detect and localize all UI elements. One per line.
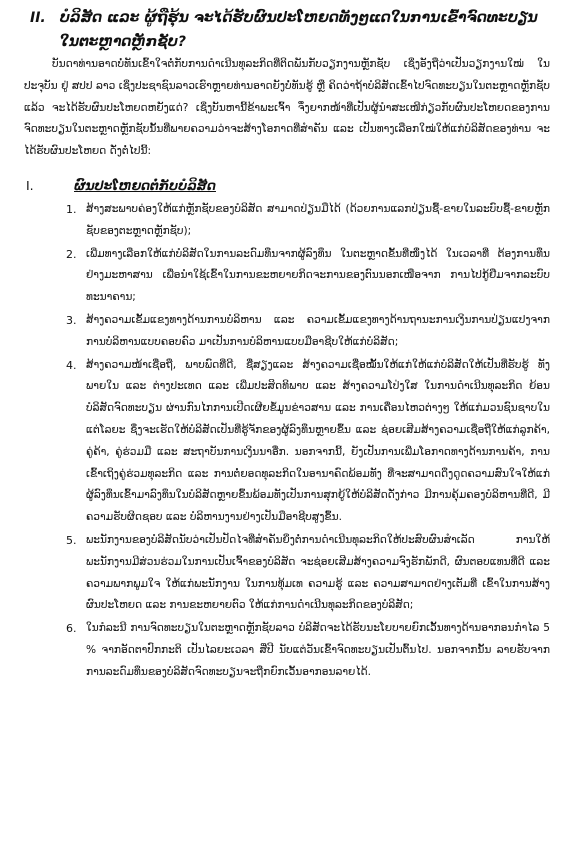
section-heading [24, 175, 550, 197]
section-title: ຜົນປະໂຫຍດຕໍ່ກັບບໍລິສັດ [74, 177, 216, 193]
list-item-number: 1. [66, 202, 77, 216]
list-item [24, 244, 550, 309]
list-item-text: ສ້າງຄວາມໜ້າເຊື່ອຖື, ພາບພົດທີ່ດີ, ຊື່ສຽງແລະ ສ້າງຄວາມເຊື່ອໝັ້ນໃຫ້ແກ່ໃຫ້ແກ່ບໍລິສັດໃຫ້ເປັນທີ່ຮັບຮູ້ ທັງພາຍໃນ ແລະ ຕ່າງປະເທດ ແລະ ເພີ່ມປະສິດທິພາບ ແລະ ສ້າງຄວາມໂປ່ງໃສ ໃນການດຳເນີນທຸລະກິດ ຍ້ອນບໍລິສັດຈົດທະບຽນ ຜ່ານກົນໄກການເປີດເຜີຍຂໍ້ມູນຂ່າວສານ ແລະ ການເຄື່ອນໄຫວຕ່າງໆ ໃຫ້ແກ່ມວນຊົນຊາບໃນແຕ່ໂລຍະ ຊຶ່ງຈະເຮັດໃຫ້ບໍລິສັດເປັນທີ່ຮູ້ຈັກຂອງຜູ້ລົງທຶນຫຼາຍຂຶ້ນ ແລະ ຊ່ອຍເສີມສ້າງຄວາມເຊື່ອຖືໃຫ້ແກ່ລູກຄ້າ, ຄູ່ຄ້າ, ຄູ່ຮ່ວມມື ແລະ ສະຖາບັນການເງິນນາອື່ກ. ນອກຈາກນີ້, ຍັງເປັນການເພີ່ມໂອກາດທາງດ້ານການຄ້າ, ການເຂົ້າເຖິງຄູ່ຮ່ວມທຸລະກິດ ແລະ ການຕໍ່ຍອດທຸລະກິດໃນອານາຄົດພ້ອມທັງ ທີ່ຈະສາມາດດຶງດູດຄວາມສົນໃຈໃຫ້ແກ່ຜູ້ລົງທຶນເຂົ້າມາລົງທຶນໃນບໍລິສັດຫຼາຍຂຶ້ນພ້ອມທັງເປັນການສຸກຍູ້ໃຫ້ບໍລິສັດດັ່ງກ່າວ ມີການຄຸ້ມຄອງບໍລິຫານທີ່ດີ, ມີຄວາມຮັບຜິດຊອບ ແລະ ບໍລິຫານງານຢ່າງເປັນມືອາຊີບສູງຂຶ້ນ. [86, 358, 550, 524]
section-number: I. [26, 177, 34, 193]
list-item-text: ເພີ່ມທາງເລືອກໃຫ້ແກ່ບໍລິສັດໃນການລະດົມທຶນຈາກຜູ້ລົງທຶນ ໃນຕະຫຼາດຂັ້ນທີ່ໜຶ່ງໄດ້ ໃນເວລາທີ່ ຕ້ອງການທຶນຢ່າງມະຫາສານ ເພື່ອນຳໃຊ້ເຂົ້າໃນການຂະຫຍາຍກິດຈະການຂອງຕົນນອກເໜືອຈາກ ການໄປກູ້ຢືມຈາກລະບົບທະນາຄານ; [86, 247, 550, 304]
list-item-text: ສ້າງສະພາບຄ່ອງໃຫ້ແກ່ຫຼັກຊັບຂອງບໍລິສັດ ສາມາດປ່ຽນມືໄດ້ (ດ້ວຍການແລກປ່ຽນຊື້-ຂາຍໃນລະບົບຊື້-ຂາຍຫຼັກຊັບຂອງຕະຫຼາດຫຼັກຊັບ); [86, 202, 550, 237]
list-item-number: 5. [66, 533, 77, 547]
list-item [24, 618, 550, 683]
intro-paragraph: ບັນດາທ່ານອາດບໍ່ທັນເຂົ້າໃຈຕໍ່ກັບການດຳເນີນທຸລະກິດທີ່ຕິດພັນກັບວຽກງານຫຼັກຊັບ ເຊິ່ງອັງຖືວ່າເປັນວຽກງານໃໝ່ ໃນປະຈຸບັນ ຢູ່ ສປປ ລາວ ເຊິ່ງປະຊາຊົນລາວເຮົາຫຼາຍທ່ານອາດຍັງບໍ່ທັນຮູ້ ຫຼື ຄິດວ່າຖ້າບໍລິສັດເຂົ້າໄປຈົດທະບຽນໃນຕະຫຼາດຫຼັກຊັບແລ້ວ ຈະໄດ້ຮັບຜົນປະໂຫຍດຫຍັງແດ່? ເຊິ່ງບັນຫານີ້ຂ້າພະເຈົ້າ ຈຶ່ງຍາກໜ້າທີ່ເປັນຜູ້ນຳສະເໜີກ່ຽວກັບຜົນປະໂຫຍດຂອງການຈົດທະບຽນໃນຕະຫຼາດຫຼັກຊັບນັ້ນທີ່ພາຍຄວາມວ່າຈະສ້າງໂອກາດທີ່ສຳຄັນ ແລະ ເປັນທາງເລືອກໃໝ່ໃຫ້ແກ່ບໍລິສັດຂອງທ່ານ ຈະໄດ້ຮັບຜົນປະໂຫຍດ ດັ່ງຕໍ່ໄປນີ້: [24, 58, 550, 158]
document-heading [24, 6, 550, 54]
list-item [24, 530, 550, 617]
list-item-number: 2. [66, 247, 77, 261]
list-item-number: 4. [66, 358, 77, 372]
benefit-list [24, 199, 550, 684]
heading-number: II. [30, 10, 46, 26]
list-item-text: ພະນັກງານຂອງບໍລິສັດນັບວ່າເປັນປັດໄຈທີ່ສຳຄັນຍິ່ງຕໍ່ການດຳເນີນທຸລະກິດໃຫ້ປະສົບຜົນສຳເລັດ ການໃຫ້ພະນັກງານມີສ່ວນຮ່ວມໃນການເປັນເຈົ້າຂອງບໍລິສັດ ຈະຊ່ອຍເສີມສ້າງຄວາມຈົງຮັກພັກດີ, ຜົນຕອບແທນທີ່ດີ ແລະ ຄວາມພາກພູມໃຈ ໃຫ້ແກ່ພະນັກງານ ໃນການທຸ້ມເທ ຄວາມຮູ້ ແລະ ຄວາມສາມາດຢ່າງເຕັມທີ່ ເຂົ້າໃນການສ້າງຜົນປະໂຫຍດ ແລະ ການຂະຫຍາຍຕົວ ໃຫ້ແກ່ການດຳເນີນທຸລະກິດຂອງບໍລິສັດ; [86, 533, 550, 612]
list-item-number: 6. [66, 622, 77, 636]
list-item [24, 310, 550, 354]
heading-text: ບໍລິສັດ ແລະ ຜູ້ຖືຮຸ້ນ ຈະໄດ້ຮັບຜົນປະໂຫຍດທັງໆແດໃນການເຂົ້າຈົດທະບຽນໃນຕະຫຼາດຫຼັກຊັບ? [59, 10, 538, 50]
list-item-text: ໃນກໍລະນີ ການຈົດທະບຽນໃນຕະຫຼາດຫຼັກຊັບລາວ ບໍລິສັດຈະໄດ້ຮັບນະໂຍບາຍຍົກເວັ້ນທາງດ້ານອາກອນກຳໄລ 5 % ຈາກອັດຕາປົກກະຕິ ເປັນໄລຍະເວລາ ສີ່ປີ ນັບແຕ່ວັນເຂົ້າຈົດທະບຽນເປັນຕົ້ນໄປ. ນອກຈາກນັ້ນ ລາຍຮັບຈາກການລະດົມທຶນຂອງບໍລິສັດຈົດທະບຽນຈະຖືກຍົກເວັ້ນອາກອນລາຍໄດ້. [86, 622, 550, 678]
list-item [24, 355, 550, 529]
list-item-number: 3. [66, 313, 77, 327]
list-item-text: ສ້າງຄວາມເຂັ້ມແຂງທາງດ້ານການບໍລິຫານ ແລະ ຄວາມເຂັ້ມແຂງທາງດ້ານຖານະການເງິນການປ່ຽນແປງຈາກການບໍລິຫານແບບຄອບຄົວ ມາເປັນການບໍລິຫານແບບມືອາຊີບໃຫ້ແກ່ບໍລິສັດ; [86, 313, 550, 348]
list-item [24, 199, 550, 243]
